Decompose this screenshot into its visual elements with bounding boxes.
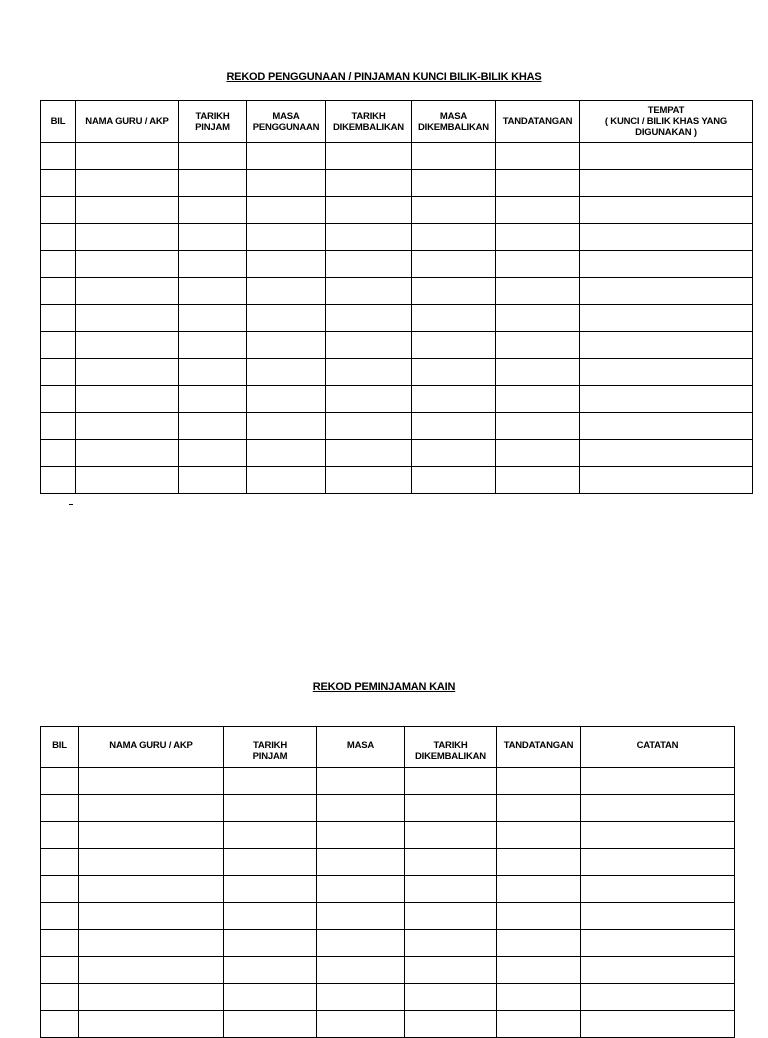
blank-cell	[405, 849, 497, 876]
blank-cell	[412, 386, 496, 413]
table1-title: REKOD PENGGUNAAN / PINJAMAN KUNCI BILIK-BILIK KHAS	[226, 71, 542, 83]
blank-cell	[247, 224, 326, 251]
blank-cell	[224, 795, 317, 822]
blank-cell	[496, 413, 580, 440]
blank-cell	[79, 957, 224, 984]
table1-header-3: MASA PENGGUNAAN	[247, 101, 326, 143]
blank-cell	[580, 278, 753, 305]
table2-header-2: TARIKH PINJAM	[224, 727, 317, 768]
table1-header-1: NAMA GURU / AKP	[76, 101, 179, 143]
table-row	[41, 251, 753, 278]
key-usage-table	[40, 100, 753, 494]
table2-body	[41, 768, 735, 1038]
blank-cell	[41, 768, 79, 795]
table1-header-5: MASA DIKEMBALIKAN	[412, 101, 496, 143]
blank-cell	[179, 197, 247, 224]
blank-cell	[581, 822, 735, 849]
blank-cell	[179, 440, 247, 467]
blank-cell	[326, 440, 412, 467]
blank-cell	[496, 332, 580, 359]
blank-cell	[79, 903, 224, 930]
table1-header-6: TANDATANGAN	[496, 101, 580, 143]
blank-cell	[79, 795, 224, 822]
blank-cell	[326, 278, 412, 305]
blank-cell	[224, 849, 317, 876]
blank-cell	[317, 768, 405, 795]
table-row	[41, 305, 753, 332]
blank-cell	[247, 386, 326, 413]
blank-cell	[497, 849, 581, 876]
blank-cell	[179, 224, 247, 251]
blank-cell	[224, 957, 317, 984]
blank-cell	[497, 1011, 581, 1038]
blank-cell	[41, 413, 76, 440]
blank-cell	[580, 197, 753, 224]
table-row	[41, 224, 753, 251]
blank-cell	[224, 1011, 317, 1038]
blank-cell	[41, 197, 76, 224]
blank-cell	[412, 170, 496, 197]
blank-cell	[317, 930, 405, 957]
blank-cell	[76, 359, 179, 386]
blank-cell	[179, 467, 247, 494]
blank-cell	[580, 413, 753, 440]
blank-cell	[247, 251, 326, 278]
blank-cell	[79, 822, 224, 849]
blank-cell	[76, 413, 179, 440]
blank-cell	[497, 876, 581, 903]
blank-cell	[41, 795, 79, 822]
blank-cell	[405, 957, 497, 984]
table1-header-4: TARIKH DIKEMBALIKAN	[326, 101, 412, 143]
table-row	[41, 930, 735, 957]
blank-cell	[179, 278, 247, 305]
blank-cell	[412, 305, 496, 332]
blank-cell	[79, 930, 224, 957]
blank-cell	[247, 467, 326, 494]
blank-cell	[326, 251, 412, 278]
blank-cell	[76, 251, 179, 278]
blank-cell	[317, 876, 405, 903]
table2-header-1: NAMA GURU / AKP	[79, 727, 224, 768]
blank-cell	[412, 143, 496, 170]
blank-cell	[326, 467, 412, 494]
blank-cell	[405, 930, 497, 957]
blank-cell	[412, 413, 496, 440]
blank-cell	[41, 332, 76, 359]
blank-cell	[224, 930, 317, 957]
blank-cell	[326, 386, 412, 413]
table-row	[41, 332, 753, 359]
blank-cell	[317, 984, 405, 1011]
blank-cell	[581, 957, 735, 984]
blank-cell	[179, 359, 247, 386]
table-row	[41, 170, 753, 197]
blank-cell	[76, 197, 179, 224]
blank-cell	[405, 795, 497, 822]
blank-cell	[581, 795, 735, 822]
blank-cell	[179, 143, 247, 170]
blank-cell	[412, 251, 496, 278]
blank-cell	[247, 359, 326, 386]
blank-cell	[405, 822, 497, 849]
blank-cell	[581, 984, 735, 1011]
blank-cell	[580, 386, 753, 413]
blank-cell	[317, 795, 405, 822]
blank-cell	[581, 876, 735, 903]
table-row	[41, 386, 753, 413]
blank-cell	[326, 413, 412, 440]
blank-cell	[326, 359, 412, 386]
blank-cell	[326, 170, 412, 197]
blank-cell	[412, 278, 496, 305]
blank-cell	[247, 305, 326, 332]
blank-cell	[496, 224, 580, 251]
blank-cell	[247, 143, 326, 170]
table1-header-7: TEMPAT ( KUNCI / BILIK KHAS YANG DIGUNAKAN )	[580, 101, 753, 143]
table2-header-5: TANDATANGAN	[497, 727, 581, 768]
blank-cell	[496, 386, 580, 413]
table-row	[41, 849, 735, 876]
blank-cell	[179, 251, 247, 278]
blank-cell	[41, 876, 79, 903]
blank-cell	[224, 876, 317, 903]
blank-cell	[41, 143, 76, 170]
blank-cell	[497, 930, 581, 957]
blank-cell	[76, 224, 179, 251]
blank-cell	[247, 440, 326, 467]
blank-cell	[317, 822, 405, 849]
blank-cell	[496, 170, 580, 197]
blank-cell	[41, 1011, 79, 1038]
blank-cell	[326, 224, 412, 251]
blank-cell	[224, 768, 317, 795]
blank-cell	[497, 957, 581, 984]
blank-cell	[581, 903, 735, 930]
blank-cell	[41, 467, 76, 494]
table-row	[41, 143, 753, 170]
blank-cell	[580, 359, 753, 386]
table-row	[41, 197, 753, 224]
blank-cell	[76, 170, 179, 197]
table2-header-3: MASA	[317, 727, 405, 768]
blank-cell	[412, 440, 496, 467]
table-row	[41, 984, 735, 1011]
blank-cell	[247, 413, 326, 440]
blank-cell	[496, 467, 580, 494]
blank-cell	[76, 440, 179, 467]
blank-cell	[580, 305, 753, 332]
blank-cell	[317, 903, 405, 930]
table-row	[41, 876, 735, 903]
blank-cell	[497, 795, 581, 822]
blank-cell	[247, 278, 326, 305]
blank-cell	[41, 170, 76, 197]
blank-cell	[179, 386, 247, 413]
blank-cell	[412, 332, 496, 359]
blank-cell	[326, 305, 412, 332]
blank-cell	[247, 332, 326, 359]
blank-cell	[41, 957, 79, 984]
blank-cell	[581, 849, 735, 876]
blank-cell	[581, 1011, 735, 1038]
blank-cell	[405, 903, 497, 930]
blank-cell	[79, 876, 224, 903]
blank-cell	[179, 305, 247, 332]
table1-body	[41, 143, 753, 494]
blank-cell	[496, 440, 580, 467]
blank-cell	[41, 386, 76, 413]
table-row	[41, 957, 735, 984]
blank-cell	[326, 143, 412, 170]
blank-cell	[580, 170, 753, 197]
blank-cell	[41, 984, 79, 1011]
table2-title: REKOD PEMINJAMAN KAIN	[312, 681, 456, 693]
table1-header-0: BIL	[41, 101, 76, 143]
blank-cell	[79, 1011, 224, 1038]
blank-cell	[412, 224, 496, 251]
table-row	[41, 413, 753, 440]
blank-cell	[581, 930, 735, 957]
blank-cell	[317, 849, 405, 876]
blank-cell	[405, 984, 497, 1011]
blank-cell	[247, 197, 326, 224]
blank-cell	[41, 359, 76, 386]
blank-cell	[326, 197, 412, 224]
table2-header-6: CATATAN	[581, 727, 735, 768]
blank-cell	[405, 876, 497, 903]
table-row	[41, 822, 735, 849]
blank-cell	[41, 930, 79, 957]
blank-cell	[497, 984, 581, 1011]
blank-cell	[76, 305, 179, 332]
table-row	[41, 768, 735, 795]
blank-cell	[79, 984, 224, 1011]
blank-cell	[317, 1011, 405, 1038]
blank-cell	[580, 224, 753, 251]
blank-cell	[179, 332, 247, 359]
blank-cell	[405, 768, 497, 795]
blank-cell	[496, 251, 580, 278]
blank-cell	[580, 143, 753, 170]
blank-cell	[41, 251, 76, 278]
blank-cell	[76, 143, 179, 170]
blank-cell	[497, 903, 581, 930]
table-row	[41, 278, 753, 305]
blank-cell	[41, 849, 79, 876]
blank-cell	[412, 197, 496, 224]
blank-cell	[412, 359, 496, 386]
table-row	[41, 467, 753, 494]
table-row	[41, 903, 735, 930]
blank-cell	[79, 849, 224, 876]
table-row	[41, 440, 753, 467]
table2-header-row	[41, 727, 735, 768]
blank-cell	[224, 822, 317, 849]
blank-cell	[497, 768, 581, 795]
blank-cell	[496, 359, 580, 386]
blank-cell	[496, 197, 580, 224]
blank-cell	[41, 278, 76, 305]
table2-header-4: TARIKH DIKEMBALIKAN	[405, 727, 497, 768]
blank-cell	[76, 332, 179, 359]
table1-header-row	[41, 101, 753, 143]
blank-cell	[224, 903, 317, 930]
table-row	[41, 795, 735, 822]
blank-cell	[580, 332, 753, 359]
blank-cell	[76, 467, 179, 494]
blank-cell	[41, 440, 76, 467]
table-row	[41, 1011, 735, 1038]
blank-cell	[405, 1011, 497, 1038]
blank-cell	[41, 224, 76, 251]
blank-cell	[79, 768, 224, 795]
table1-header-2: TARIKH PINJAM	[179, 101, 247, 143]
table-row	[41, 359, 753, 386]
blank-cell	[76, 278, 179, 305]
blank-cell	[179, 170, 247, 197]
blank-cell	[179, 413, 247, 440]
blank-cell	[317, 957, 405, 984]
table2-header-0: BIL	[41, 727, 79, 768]
blank-cell	[326, 332, 412, 359]
blank-cell	[41, 822, 79, 849]
blank-cell	[41, 305, 76, 332]
blank-cell	[496, 278, 580, 305]
blank-cell	[76, 386, 179, 413]
blank-cell	[247, 170, 326, 197]
blank-cell	[224, 984, 317, 1011]
blank-cell	[581, 768, 735, 795]
blank-cell	[580, 467, 753, 494]
blank-cell	[580, 440, 753, 467]
cloth-loan-table	[40, 726, 735, 1038]
stray-mark	[69, 504, 73, 505]
blank-cell	[496, 143, 580, 170]
blank-cell	[41, 903, 79, 930]
blank-cell	[497, 822, 581, 849]
blank-cell	[580, 251, 753, 278]
blank-cell	[496, 305, 580, 332]
blank-cell	[412, 467, 496, 494]
